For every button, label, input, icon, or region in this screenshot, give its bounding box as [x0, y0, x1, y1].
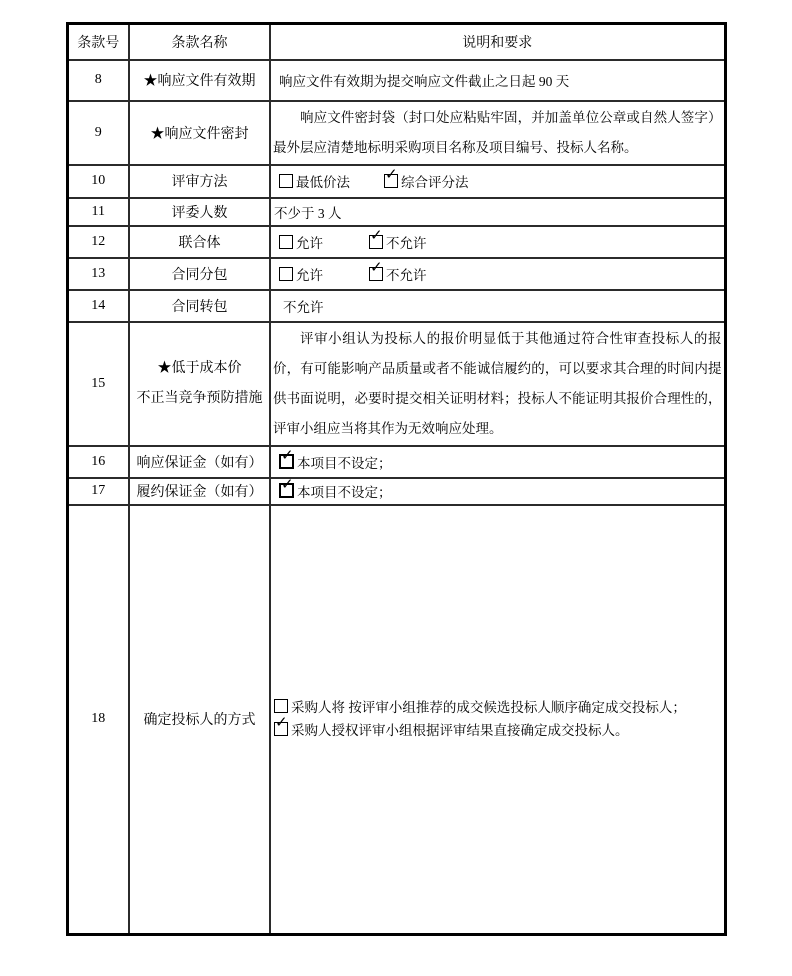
- clause-number: 9: [67, 101, 129, 165]
- table-row-clause-12: [67, 226, 725, 258]
- clauses-table: [66, 22, 727, 936]
- clause-description: [270, 505, 725, 935]
- checkbox-unchecked-icon: [279, 267, 293, 281]
- table-row-clause-16: [67, 446, 725, 478]
- clause-name: 联合体: [129, 226, 270, 258]
- option-label: 本项目不设定；: [297, 455, 392, 471]
- checkbox-checked-icon: [384, 165, 398, 188]
- option-lowest-price-method: [279, 175, 350, 190]
- option-purchaser-by-ranking: [274, 696, 722, 719]
- header-clause-name: 条款名称: [129, 24, 270, 60]
- clause-number: 14: [67, 290, 129, 322]
- check-icon: ✓: [370, 225, 383, 244]
- clause-number: 16: [67, 446, 129, 478]
- header-row: [67, 24, 725, 60]
- clause-number: 10: [67, 165, 129, 198]
- checkbox-checked-icon: [369, 257, 383, 281]
- clause-description: [270, 101, 725, 165]
- clause-name: ★响应文件密封: [129, 101, 270, 165]
- table-row-clause-13: [67, 258, 725, 290]
- clause-name: 合同转包: [129, 290, 270, 322]
- clause-number: 11: [67, 198, 129, 226]
- clause-description: [270, 322, 725, 446]
- clause-description: 不允许: [270, 290, 725, 322]
- clause-number: 18: [67, 505, 129, 935]
- checkbox-unchecked-icon: [279, 235, 293, 249]
- clause-description: [270, 478, 725, 505]
- option-label: 最低价法: [296, 175, 350, 190]
- option-label: 允许: [296, 235, 323, 251]
- clause-number: 12: [67, 226, 129, 258]
- option-label: 采购人授权评审小组根据评审结果直接确定成交投标人。: [291, 723, 629, 739]
- table-row-clause-8: [67, 60, 725, 101]
- checkbox-unchecked-icon: [274, 699, 288, 713]
- check-icon: ✓: [370, 257, 383, 276]
- clause-name: 履约保证金（如有）: [129, 478, 270, 505]
- clause-name: 评审方法: [129, 165, 270, 198]
- clause-name: [129, 322, 270, 446]
- table-row-clause-18: [67, 505, 725, 935]
- option-label: 不允许: [386, 267, 427, 283]
- option-label: 允许: [296, 267, 323, 283]
- clause-description: [270, 258, 725, 290]
- clause-name: 确定投标人的方式: [129, 505, 270, 935]
- check-icon: ✓: [385, 165, 398, 183]
- clause-number: 15: [67, 322, 129, 446]
- check-icon: ✓: [281, 477, 294, 493]
- clause-description: [270, 446, 725, 478]
- option-purchaser-authorizes-panel: [274, 713, 722, 742]
- option-comprehensive-scoring-method: [384, 165, 469, 190]
- description-paragraph: 评审小组认为投标人的报价明显低于其他通过符合性审查投标人的报价，有可能影响产品质量或者不能诚信履约的，可以要求其合理的时间内提供书面说明，必要时提交相关证明材料；投标人不能证明其报价合理性的，评审小组应当将其作为无效响应处理。: [273, 330, 722, 436]
- table-row-clause-17: [67, 478, 725, 505]
- description-paragraph: 响应文件密封袋（封口处应粘贴牢固，并加盖单位公章或自然人签字）最外层应清楚地标明采购项目名称及项目编号、投标人名称。: [273, 109, 722, 155]
- option-not-allowed: [369, 257, 427, 283]
- table-row-clause-14: [67, 290, 725, 322]
- clause-description: 不少于 3 人: [270, 198, 725, 226]
- option-not-allowed: [369, 225, 427, 251]
- table-row-clause-10: [67, 165, 725, 198]
- clause-name-line2: 不正当竞争预防措施: [136, 390, 263, 406]
- checkbox-checked-icon: [279, 477, 294, 498]
- clause-name: 评委人数: [129, 198, 270, 226]
- option-label: 采购人将 按评审小组推荐的成交候选投标人顺序确定成交投标人；: [291, 700, 686, 716]
- table-row-clause-11: [67, 198, 725, 226]
- checkbox-checked-icon: [274, 713, 288, 736]
- clause-description: [270, 226, 725, 258]
- check-icon: ✓: [281, 445, 294, 464]
- option-label: 本项目不设定；: [297, 485, 392, 500]
- option-label: 综合评分法: [401, 175, 469, 190]
- clause-name-line1: ★低于成本价: [157, 360, 242, 376]
- checkbox-unchecked-icon: [279, 174, 293, 188]
- clause-description: 响应文件有效期为提交响应文件截止之日起 90 天: [270, 60, 725, 101]
- option-allowed: [279, 236, 323, 251]
- table-row-clause-9: [67, 101, 725, 165]
- header-clause-no: 条款号: [67, 24, 129, 60]
- option-label: 不允许: [386, 235, 427, 251]
- header-clause-desc: 说明和要求: [270, 24, 725, 60]
- clause-name: ★响应文件有效期: [129, 60, 270, 101]
- option-allowed: [279, 268, 323, 283]
- clause-number: 8: [67, 60, 129, 101]
- clause-description: [270, 165, 725, 198]
- checkbox-checked-icon: [279, 445, 294, 469]
- table-row-clause-15: [67, 322, 725, 446]
- clause-name: 合同分包: [129, 258, 270, 290]
- check-icon: ✓: [275, 713, 288, 732]
- clause-number: 13: [67, 258, 129, 290]
- clause-number: 17: [67, 478, 129, 505]
- checkbox-checked-icon: [369, 225, 383, 249]
- clause-name: 响应保证金（如有）: [129, 446, 270, 478]
